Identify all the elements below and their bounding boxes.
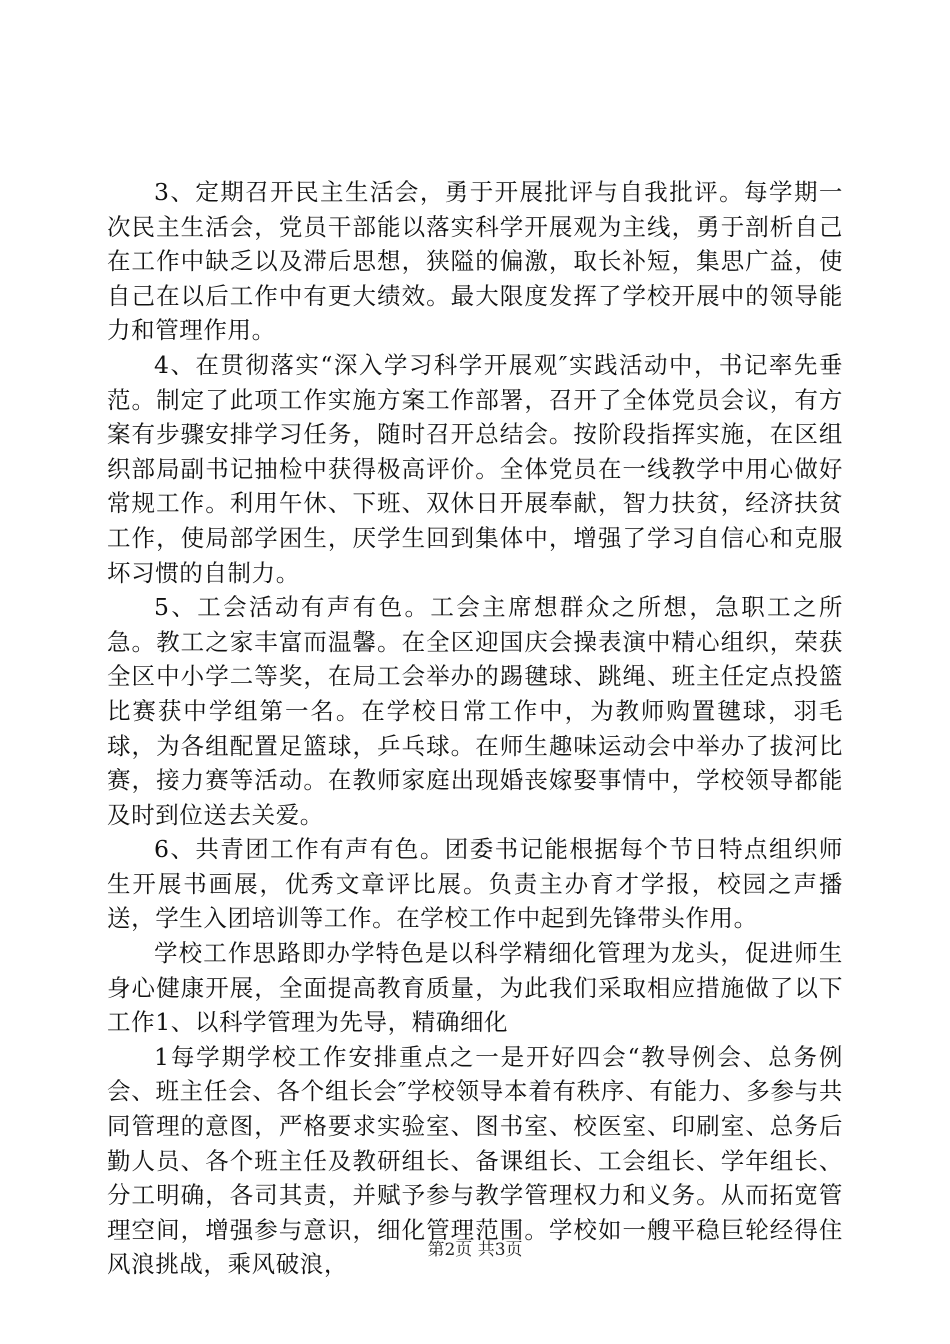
paragraph-item-3: 3、定期召开民主生活会，勇于开展批评与自我批评。每学期一次民主生活会，党员干部能以落实科学开展观为主线，勇于剖析自己在工作中缺乏以及滞后思想，狭隘的偏激，取长补短，集思广益，使自己在以后工作中有更大绩效。最大限度发挥了学校开展中的领导能力和管理作用。 <box>107 178 843 345</box>
page-footer <box>0 1239 950 1261</box>
page-number-label: 第2页 共3页 <box>427 1240 523 1260</box>
document-body <box>107 175 843 1282</box>
paragraph-item-5: 5、工会活动有声有色。工会主席想群众之所想，急职工之所急。教工之家丰富而温馨。在全区迎国庆会操表演中精心组织，荣获全区中小学二等奖，在局工会举办的踢毽球、跳绳、班主任定点投篮比赛获中学组第一名。在学校日常工作中，为教师购置毽球，羽毛球，为各组配置足篮球，乒乓球。在师生趣味运动会中举办了拔河比赛，接力赛等活动。在教师家庭出现婚丧嫁娶事情中，学校领导都能及时到位送去关爱。 <box>107 593 843 829</box>
paragraph-item-4: 4、在贯彻落实“深入学习科学开展观″实践活动中，书记率先垂范。制定了此项工作实施方案工作部署，召开了全体党员会议，有方案有步骤安排学习任务，随时召开总结会。按阶段指挥实施，在区组织部局副书记抽检中获得极高评价。全体党员在一线教学中用心做好常规工作。利用午休、下班、双休日开展奉献，智力扶贫，经济扶贫工作，使局部学困生，厌学生回到集体中，增强了学习自信心和克服坏习惯的自制力。 <box>107 350 843 587</box>
paragraph-item-6: 6、共青团工作有声有色。团委书记能根据每个节日特点组织师生开展书画展，优秀文章评比展。负责主办育才学报，校园之声播送，学生入团培训等工作。在学校工作中起到先锋带头作用。 <box>107 835 843 933</box>
paragraph-school-work-approach: 学校工作思路即办学特色是以科学精细化管理为龙头，促进师生身心健康开展，全面提高教育质量，为此我们采取相应措施做了以下工作1、以科学管理为先导，精确细化 <box>107 939 843 1037</box>
paragraph-four-meetings: 1每学期学校工作安排重点之一是开好四会“教导例会、总务例会、班主任会、各个组长会″学校领导本着有秩序、有能力、多参与共同管理的意图，严格要求实验室、图书室、校医室、印刷室、总务后勤人员、各个班主任及教研组长、备课组长、工会组长、学年组长、分工明确，各司其责，并赋予参与教学管理权力和义务。从而拓宽管理空间，增强参与意识，细化管理范围。学校如一艘平稳巨轮经得住风浪挑战，乘风破浪， <box>107 1042 843 1279</box>
